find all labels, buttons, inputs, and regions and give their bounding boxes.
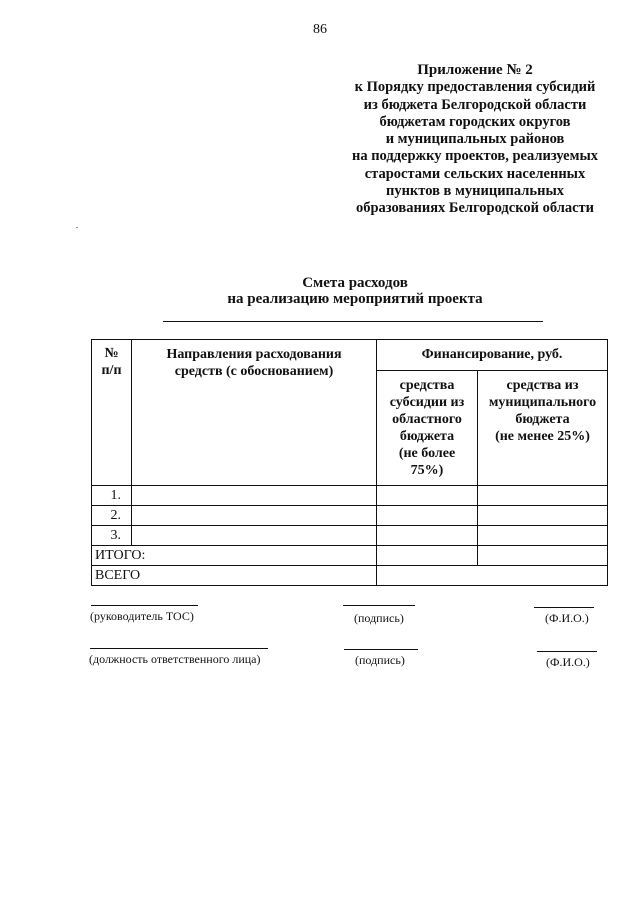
number-header-line: п/п <box>101 363 122 378</box>
grand-total-row <box>92 566 608 586</box>
regional-header-line: средства <box>399 378 455 393</box>
estimate-table <box>91 339 608 586</box>
municipal-header-line: муниципального <box>488 395 597 410</box>
name-label: (Ф.И.О.) <box>545 611 589 625</box>
name-label: (Ф.И.О.) <box>546 655 590 669</box>
direction-header-line: Направления расходования <box>166 347 342 362</box>
municipal-cell[interactable] <box>478 506 608 526</box>
name-line[interactable] <box>537 651 597 652</box>
direction-cell[interactable] <box>132 526 377 546</box>
number-header <box>92 340 132 486</box>
financing-header: Финансирование, руб. <box>377 340 608 371</box>
document-subtitle: на реализацию мероприятий проекта <box>227 291 483 307</box>
regional-cell[interactable] <box>377 506 478 526</box>
position-signature-line[interactable] <box>91 605 198 606</box>
appendix-line: к Порядку предоставления субсидий <box>354 79 596 96</box>
appendix-line: из бюджета Белгородской области <box>363 96 587 113</box>
appendix-line: пунктов в муниципальных <box>385 183 565 200</box>
municipal-cell[interactable] <box>478 526 608 546</box>
signature-line[interactable] <box>343 605 415 606</box>
appendix-line: бюджетам городских округов <box>379 113 571 130</box>
direction-cell[interactable] <box>132 486 377 506</box>
document-title: Смета расходов <box>302 275 408 291</box>
responsible-position-label: (должность ответственного лица) <box>89 652 261 666</box>
grand-total-cell[interactable] <box>377 566 608 586</box>
appendix-heading: Приложение № 2 <box>417 62 533 78</box>
signature-label: (подпись) <box>355 653 405 667</box>
municipal-total-cell[interactable] <box>478 546 608 566</box>
appendix-line: образованиях Белгородской области <box>355 200 595 217</box>
appendix-line: и муниципальных районов <box>385 131 565 148</box>
project-name-line <box>163 321 543 322</box>
direction-header <box>132 340 377 486</box>
appendix-line: на поддержку проектов, реализуемых <box>351 148 599 165</box>
municipal-header-line: (не менее 25%) <box>495 429 590 444</box>
regional-header-line: областного <box>392 412 462 427</box>
municipal-cell[interactable] <box>478 486 608 506</box>
grand-total-label: ВСЕГО <box>92 566 377 586</box>
regional-header-line: 75%) <box>410 463 444 478</box>
signature-line[interactable] <box>344 649 418 650</box>
table-row <box>92 526 608 546</box>
municipal-budget-header <box>478 371 608 486</box>
regional-cell[interactable] <box>377 526 478 546</box>
signature-label: (подпись) <box>354 611 404 625</box>
direction-header-line: средств (с обоснованием) <box>174 364 334 379</box>
responsible-position-line[interactable] <box>90 648 268 649</box>
row-number: 3. <box>92 526 132 546</box>
regional-header-line: субсидии из <box>389 395 465 410</box>
municipal-header-line: средства из <box>506 378 579 393</box>
row-number: 1. <box>92 486 132 506</box>
total-label: ИТОГО: <box>92 546 377 566</box>
table-row <box>92 506 608 526</box>
appendix-line: старостами сельских населенных <box>364 165 586 182</box>
page-number: 86 <box>313 22 327 37</box>
name-line[interactable] <box>534 607 594 608</box>
regional-cell[interactable] <box>377 486 478 506</box>
regional-total-cell[interactable] <box>377 546 478 566</box>
number-header-line: № <box>104 346 119 361</box>
direction-cell[interactable] <box>132 506 377 526</box>
table-row <box>92 486 608 506</box>
position-label: (руководитель ТОС) <box>90 609 194 623</box>
municipal-header-line: бюджета <box>515 412 570 427</box>
appendix-block <box>330 62 620 218</box>
row-number: 2. <box>92 506 132 526</box>
table-header-row <box>92 340 608 371</box>
regional-header-line: бюджета <box>399 429 455 444</box>
total-row <box>92 546 608 566</box>
regional-header-line: (не более <box>398 446 456 461</box>
regional-budget-header <box>377 371 478 486</box>
scan-mark <box>76 227 78 228</box>
